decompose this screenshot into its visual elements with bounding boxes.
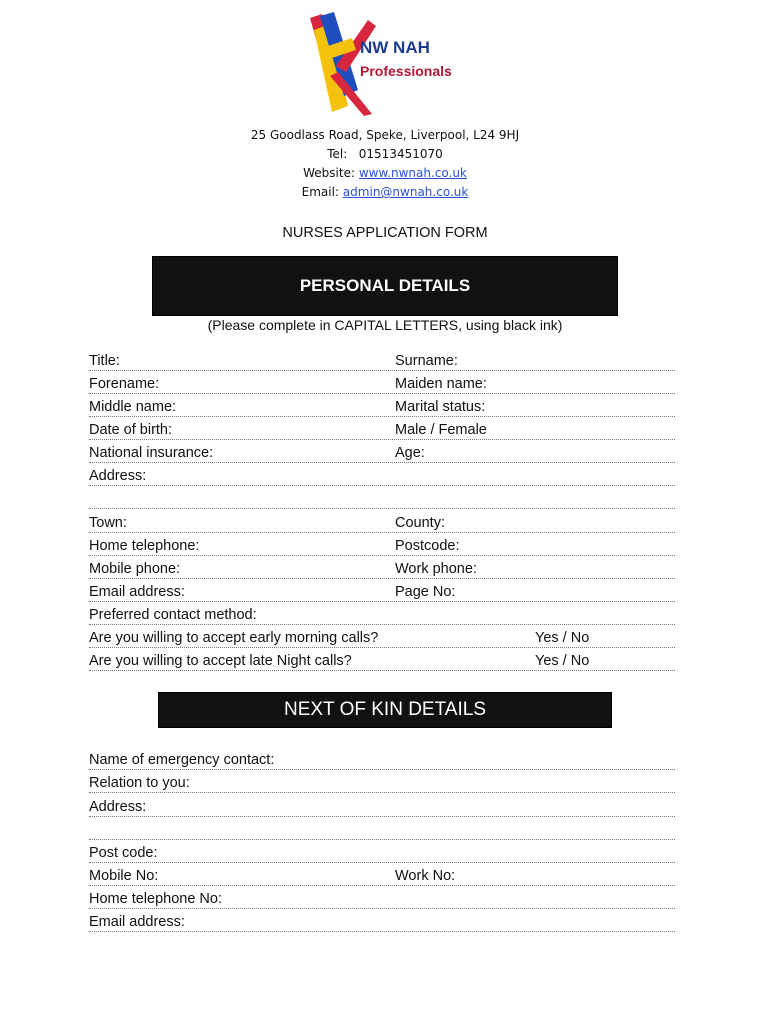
field-label: Maiden name: bbox=[395, 376, 487, 392]
field-label: Work No: bbox=[395, 868, 456, 884]
late-calls-row[interactable] bbox=[89, 652, 675, 671]
field-label: Postcode: bbox=[395, 538, 460, 554]
field-label: Home telephone No: bbox=[89, 891, 222, 907]
form-row[interactable] bbox=[89, 774, 675, 793]
yes-no-choice[interactable]: Yes / No bbox=[535, 653, 590, 669]
tel-label: Tel: bbox=[327, 147, 348, 161]
form-row[interactable] bbox=[89, 751, 675, 770]
company-address: 25 Goodlass Road, Speke, Liverpool, L24 9HJ bbox=[250, 128, 520, 142]
form-row[interactable] bbox=[89, 467, 675, 486]
field-label: Page No: bbox=[395, 584, 456, 600]
form-row[interactable] bbox=[89, 444, 675, 463]
field-label: Work phone: bbox=[395, 561, 477, 577]
field-label: Male / Female bbox=[395, 422, 487, 438]
form-row[interactable] bbox=[89, 798, 675, 817]
form-row[interactable] bbox=[89, 490, 675, 509]
yes-no-choice[interactable]: Yes / No bbox=[535, 630, 590, 646]
form-row[interactable] bbox=[89, 606, 675, 625]
form-row[interactable] bbox=[89, 398, 675, 417]
email-label: Email: bbox=[301, 185, 339, 199]
field-label: Email address: bbox=[89, 584, 185, 600]
form-row[interactable] bbox=[89, 537, 675, 556]
form-row[interactable] bbox=[89, 352, 675, 371]
field-label: County: bbox=[395, 515, 445, 531]
form-row[interactable] bbox=[89, 913, 675, 932]
form-row[interactable] bbox=[89, 583, 675, 602]
tel-number: 01513451070 bbox=[358, 147, 443, 161]
field-label: Name of emergency contact: bbox=[89, 752, 275, 768]
field-label: Email address: bbox=[89, 914, 185, 930]
company-website bbox=[0, 166, 770, 180]
field-label: Town: bbox=[89, 515, 127, 531]
form-row[interactable] bbox=[89, 867, 675, 886]
field-label: Post code: bbox=[89, 845, 158, 861]
form-row[interactable] bbox=[89, 514, 675, 533]
early-calls-row[interactable] bbox=[89, 629, 675, 648]
form-row[interactable] bbox=[89, 844, 675, 863]
field-label: Preferred contact method: bbox=[89, 607, 257, 623]
email-link[interactable]: admin@nwnah.co.uk bbox=[342, 185, 469, 199]
field-label: Age: bbox=[395, 445, 425, 461]
field-label: Date of birth: bbox=[89, 422, 173, 438]
field-label: Address: bbox=[89, 799, 147, 815]
website-label: Website: bbox=[303, 166, 355, 180]
question-label: Are you willing to accept late Night calls? bbox=[89, 653, 352, 669]
logo-line-2: Professionals bbox=[360, 63, 452, 79]
field-label: Address: bbox=[89, 468, 147, 484]
next-of-kin-heading: NEXT OF KIN DETAILS bbox=[158, 692, 612, 728]
field-label: Forename: bbox=[89, 376, 160, 392]
field-label: Title: bbox=[89, 353, 120, 369]
instructions-note: (Please complete in CAPITAL LETTERS, using black ink) bbox=[207, 317, 563, 333]
form-title: NURSES APPLICATION FORM bbox=[282, 225, 488, 241]
field-label: Marital status: bbox=[395, 399, 486, 415]
field-label: Middle name: bbox=[89, 399, 177, 415]
field-label: Mobile No: bbox=[89, 868, 159, 884]
form-row[interactable] bbox=[89, 821, 675, 840]
question-label: Are you willing to accept early morning calls? bbox=[89, 630, 379, 646]
field-label: Relation to you: bbox=[89, 775, 190, 791]
field-label: National insurance: bbox=[89, 445, 214, 461]
company-telephone bbox=[0, 147, 770, 161]
form-row[interactable] bbox=[89, 421, 675, 440]
logo-line-1: NW NAH bbox=[360, 38, 430, 57]
company-email bbox=[0, 185, 770, 199]
form-row[interactable] bbox=[89, 560, 675, 579]
field-label: Mobile phone: bbox=[89, 561, 181, 577]
form-row[interactable] bbox=[89, 890, 675, 909]
personal-details-heading: PERSONAL DETAILS bbox=[152, 256, 618, 316]
field-label: Home telephone: bbox=[89, 538, 200, 554]
field-label: Surname: bbox=[395, 353, 458, 369]
form-row[interactable] bbox=[89, 375, 675, 394]
website-link[interactable]: www.nwnah.co.uk bbox=[358, 166, 467, 180]
